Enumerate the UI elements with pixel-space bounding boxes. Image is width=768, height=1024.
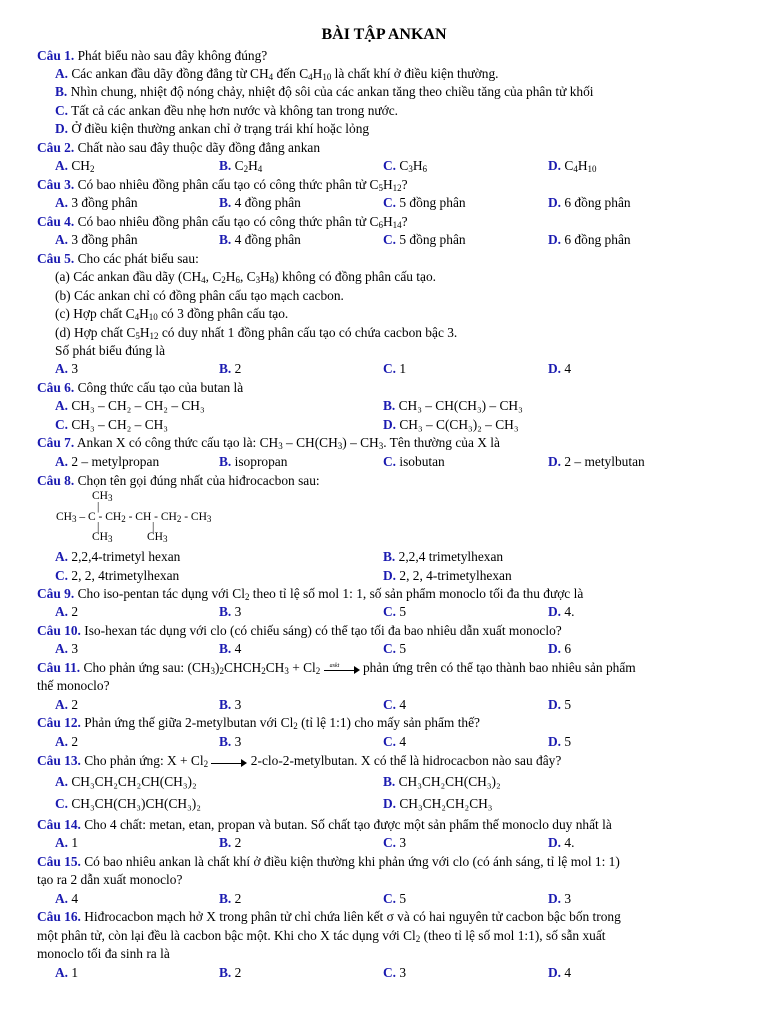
q11-option-c: C. 4 xyxy=(383,697,407,712)
q1-option-d: D. Ở điều kiện thường ankan chỉ ở trạng trái khí hoặc lỏng xyxy=(55,121,370,136)
question-7: Câu 7. Ankan X có công thức cấu tạo là: $CH_3 - CH(CH_3) - CH_3$. Tên thường của X là xyxy=(37,435,500,451)
struct-bottom-ch3-2: $CH_3$ xyxy=(147,531,168,544)
question-4: Câu 4. Có bao nhiêu đồng phân cấu tạo có công thức phân tử $C_6H_{14}$? xyxy=(37,214,408,230)
q6-option-d: D. CH₃ – C(CH₃)₂ – CH₃ xyxy=(383,417,519,432)
q1-option-b: B. Nhìn chung, nhiệt độ nóng chảy, nhiệt độ sôi của các ankan tăng theo chiều tăng của phân tử khối xyxy=(55,84,594,99)
q5-statement-d: (d) Hợp chất $C_5H_{12}$ có duy nhất 1 đồng phân cấu tạo có chứa cacbon bậc 3. xyxy=(55,325,458,341)
q1-option-c: C. Tất cả các ankan đều nhẹ hơn nước và không tan trong nước. xyxy=(55,103,399,118)
q12-option-c: C. 4 xyxy=(383,734,407,749)
question-16: Câu 16. Hiđrocacbon mạch hở X trong phân tử chỉ chứa liên kết σ và có hai nguyên tử cacbon bậc bốn trong xyxy=(37,909,621,924)
struct-bond-top: | xyxy=(97,501,100,513)
q9-option-d: D. 4. xyxy=(548,604,575,619)
q2-option-c: C. $C_3H_6$ xyxy=(383,158,427,174)
structural-formula xyxy=(56,490,246,550)
q12-option-a: A. 2 xyxy=(55,734,79,749)
q16-option-c: C. 3 xyxy=(383,965,407,980)
q15-option-c: C. 5 xyxy=(383,891,407,906)
reaction-arrow-icon xyxy=(211,756,247,768)
question-16-cont-1: một phân tử, còn lại đều là cacbon bậc một. Khi cho X tác dụng với $Cl_2$ (theo tỉ lệ số mol 1:1), số sẫn xuất xyxy=(37,928,606,944)
q7-option-d: D. 2 – metylbutan xyxy=(548,454,645,469)
q5-option-c: C. 1 xyxy=(383,361,407,376)
q14-option-c: C. 3 xyxy=(383,835,407,850)
q12-option-d: D. 5 xyxy=(548,734,572,749)
q12-option-b: B. 3 xyxy=(219,734,242,749)
question-text: Phát biểu nào sau đây không đúng? xyxy=(74,48,268,63)
q16-option-d: D. 4 xyxy=(548,965,572,980)
question-1 xyxy=(37,47,267,65)
q14-option-a: A. 1 xyxy=(55,835,79,850)
question-number: Câu 1. xyxy=(37,48,75,63)
q5-option-d: D. 4 xyxy=(548,361,572,376)
q10-option-a: A. 3 xyxy=(55,641,79,656)
reaction-arrow-icon: askt xyxy=(324,663,360,675)
question-6: Câu 6. Công thức cấu tạo của butan là xyxy=(37,380,244,395)
q9-option-c: C. 5 xyxy=(383,604,407,619)
q14-option-b: B. 2 xyxy=(219,835,242,850)
q15-option-a: A. 4 xyxy=(55,891,79,906)
question-13: Câu 13. Cho phản ứng: $X + Cl_2$ 2-clo-2-metylbutan. X có thể là hidrocacbon nào sau đây? xyxy=(37,753,562,769)
q2-option-d: D. $C_4H_{10}$ xyxy=(548,158,597,174)
q5-option-a: A. 3 xyxy=(55,361,79,376)
q5-statement-a: (a) Các ankan đầu dãy ($CH_4$, $C_2H_6$, $C_3H_8$) không có đồng phân cấu tạo. xyxy=(55,269,437,285)
q3-option-d: D. 6 đồng phân xyxy=(548,195,631,210)
question-11-cont: thế monoclo? xyxy=(37,678,110,693)
q4-option-a: A. 3 đồng phân xyxy=(55,232,138,247)
q16-option-b: B. 2 xyxy=(219,965,242,980)
q5-option-b: B. 2 xyxy=(219,361,242,376)
page-title: BÀI TẬP ANKAN xyxy=(321,26,447,43)
q15-option-b: B. 2 xyxy=(219,891,242,906)
q16-option-a: A. 1 xyxy=(55,965,79,980)
q10-option-c: C. 5 xyxy=(383,641,407,656)
question-5: Câu 5. Cho các phát biểu sau: xyxy=(37,251,199,266)
question-15: Câu 15. Có bao nhiêu ankan là chất khí ở điều kiện thường khi phản ứng với clo (có ánh sáng, tỉ lệ mol 1: 1) xyxy=(37,854,620,869)
question-8: Câu 8. Chọn tên gọi đúng nhất của hiđrocacbon sau: xyxy=(37,473,320,488)
struct-main-chain: $CH_3$ – C - $CH_2$ - CH - $CH_2 - CH_3$ xyxy=(56,511,212,524)
question-10: Câu 10. Iso-hexan tác dụng với clo (có chiếu sáng) có thể tạo tối đa bao nhiêu dẫn xuất monoclo? xyxy=(37,623,562,638)
q10-option-d: D. 6 xyxy=(548,641,572,656)
q5-statement-c: (c) Hợp chất $C_4H_{10}$ có 3 đồng phân cấu tạo. xyxy=(55,306,289,322)
q6-option-c: C. CH₃ – CH₂ – CH₃ xyxy=(55,417,168,432)
question-15-cont: tạo ra 2 dẫn xuất monoclo? xyxy=(37,872,183,887)
q7-option-b: B. isopropan xyxy=(219,454,288,469)
q15-option-d: D. 3 xyxy=(548,891,572,906)
q2-option-a: A. $CH_2$ xyxy=(55,158,95,174)
question-3: Câu 3. Có bao nhiêu đồng phân cấu tạo có công thức phân tử $C_5H_{12}$? xyxy=(37,177,408,193)
q8-option-d: D. 2, 2, 4-trimetylhexan xyxy=(383,568,512,583)
q11-option-a: A. 2 xyxy=(55,697,79,712)
q3-option-b: B. 4 đồng phân xyxy=(219,195,301,210)
q4-option-b: B. 4 đồng phân xyxy=(219,232,301,247)
question-16-cont-2: monoclo tối đa sinh ra là xyxy=(37,946,170,961)
q1-option-a: A. Các ankan đầu dãy đồng đẳng từ $CH_4$ đến $C_4H_{10}$ là chất khí ở điều kiện thường. xyxy=(55,66,499,82)
q8-option-a: A. 2,2,4-trimetyl hexan xyxy=(55,549,181,564)
question-9: Câu 9. Cho iso-pentan tác dụng với $Cl_2$ theo tỉ lệ số mol 1: 1, số sản phẩm monoclo tối đa thu được là xyxy=(37,586,584,602)
q6-option-b: B. CH₃ – CH(CH₃) – CH₃ xyxy=(383,398,523,413)
question-14: Câu 14. Cho 4 chất: metan, etan, propan và butan. Số chất tạo được một sản phẩm thế monoclo duy nhất là xyxy=(37,817,612,832)
struct-bottom-ch3-1: $CH_3$ xyxy=(92,531,113,544)
struct-bond-bottom-2: | xyxy=(152,521,155,533)
q3-option-a: A. 3 đồng phân xyxy=(55,195,138,210)
question-12: Câu 12. Phản ứng thế giữa 2-metylbutan với $Cl_2$ (tỉ lệ 1:1) cho mấy sản phẩm thế? xyxy=(37,715,481,731)
question-11: Câu 11. Cho phản ứng sau: $(CH_3)_2CHCH_2CH_3 + Cl_2$ askt phản ứng trên có thể tạo thành bao nhiêu sản phẩm xyxy=(37,660,636,676)
q9-option-a: A. 2 xyxy=(55,604,79,619)
q11-option-b: B. 3 xyxy=(219,697,242,712)
q8-option-b: B. 2,2,4 trimetylhexan xyxy=(383,549,504,564)
q6-option-a: A. CH₃ – CH₂ – CH₂ – CH₃ xyxy=(55,398,205,413)
q4-option-d: D. 6 đồng phân xyxy=(548,232,631,247)
q5-statement-b: (b) Các ankan chỉ có đồng phân cấu tạo mạch cacbon. xyxy=(55,288,344,303)
q11-option-d: D. 5 xyxy=(548,697,572,712)
q4-option-c: C. 5 đồng phân xyxy=(383,232,466,247)
q3-option-c: C. 5 đồng phân xyxy=(383,195,466,210)
struct-top-ch3: $CH_3$ xyxy=(92,490,113,503)
q13-option-a: A. CH₃CH₂CH₂CH(CH₃)₂ xyxy=(55,774,197,789)
struct-bond-bottom-1: | xyxy=(97,521,100,533)
q9-option-b: B. 3 xyxy=(219,604,242,619)
question-2: Câu 2. Chất nào sau đây thuộc dãy đồng đẳng ankan xyxy=(37,140,321,155)
q7-option-c: C. isobutan xyxy=(383,454,445,469)
q13-option-c: C. CH₃CH(CH₃)CH(CH₃)₂ xyxy=(55,796,201,811)
q14-option-d: D. 4. xyxy=(548,835,575,850)
q13-option-d: D. CH₃CH₂CH₂CH₃ xyxy=(383,796,493,811)
q2-option-b: B. $C_2H_4$ xyxy=(219,158,263,174)
q13-option-b: B. CH₃CH₂CH(CH₃)₂ xyxy=(383,774,501,789)
q7-option-a: A. 2 – metylpropan xyxy=(55,454,160,469)
q5-ask: Số phát biểu đúng là xyxy=(55,343,166,358)
q8-option-c: C. 2, 2, 4trimetylhexan xyxy=(55,568,180,583)
q10-option-b: B. 4 xyxy=(219,641,242,656)
